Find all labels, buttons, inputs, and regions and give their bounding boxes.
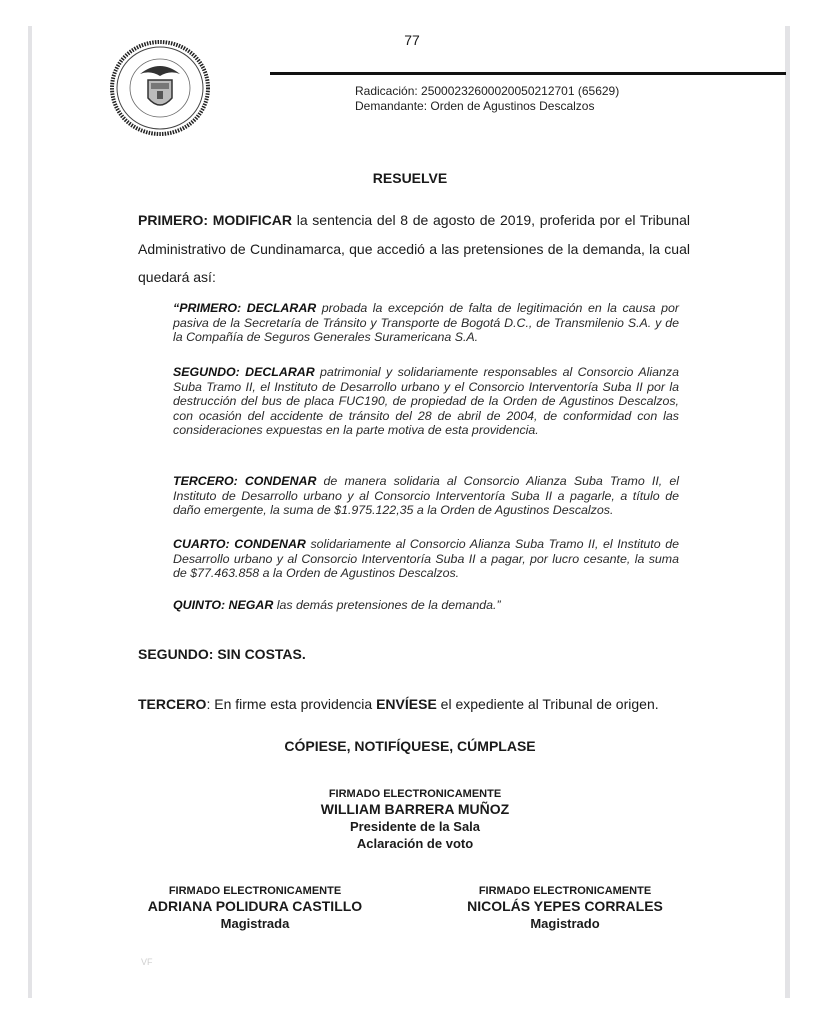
quoted-primero: [173, 301, 679, 345]
tercero-paragraph: [138, 696, 659, 712]
signature-magistrado: [420, 885, 710, 932]
signer-role: Presidente de la Sala: [349, 819, 481, 834]
case-metadata: [355, 84, 619, 114]
header-rule: [270, 72, 786, 75]
tercero-text: : En firme esta providencia: [206, 696, 377, 712]
quoted-label: “PRIMERO: DECLARAR: [173, 301, 317, 315]
signer-role: Magistrado: [530, 916, 600, 931]
quoted-cuarto: [173, 537, 679, 581]
signature-president: [280, 788, 550, 852]
quoted-text: de manera solidaria al Consorcio Alianza Suba Tramo II, el Instituto de Desarrollo urbano y al Consorcio Interventoría Suba II a pagarle, a título de daño emergente, la suma de $1.975.122,35 a la Orden de Agustinos Descalzos.: [173, 474, 679, 518]
primero-text: la sentencia del 8 de agosto de 2019, proferida por el Tribunal Administrativo de Cundinamarca, que accedió a las pretensiones de la demanda, la cual quedará así:: [138, 212, 690, 285]
segundo-paragraph: SEGUNDO: SIN COSTAS.: [138, 646, 306, 662]
quoted-label: TERCERO: CONDENAR: [173, 474, 317, 488]
radicacion: Radicación: 25000232600020050212701 (65629): [355, 84, 620, 98]
section-title: RESUELVE: [372, 170, 448, 186]
signer-name: ADRIANA POLIDURA CASTILLO: [147, 898, 363, 914]
quoted-label: CUARTO: CONDENAR: [173, 537, 306, 551]
colombia-seal-logo: [110, 40, 210, 136]
signer-role: Magistrada: [220, 916, 290, 931]
footer-initials: VF: [141, 957, 153, 967]
tercero-label: TERCERO: [138, 696, 207, 712]
signer-name: WILLIAM BARRERA MUÑOZ: [320, 801, 510, 817]
primero-paragraph: [138, 206, 690, 292]
signature-label: FIRMADO ELECTRONICAMENTE: [478, 885, 652, 897]
tercero-text-end: el expediente al Tribunal de origen.: [436, 696, 659, 712]
signature-magistrada: [120, 885, 390, 932]
quoted-segundo: [173, 365, 679, 438]
quoted-text: probada la excepción de falta de legitimación en la causa por pasiva de la Secretaría de Tránsito y Transporte de Bogotá D.C., de Transmilenio S.A. y de la Compañía de Seguros Generales Suramericana S.A.: [173, 301, 679, 345]
quoted-text: solidariamente al Consorcio Alianza Suba Tramo II, el Instituto de Desarrollo urbano y al Consorcio Interventoría Suba II a pagar, por lucro cesante, la suma de $77.463.858 a la Orden de Agustinos Descalzos.: [173, 537, 679, 581]
page-edge-right: [785, 26, 790, 998]
page-edge-left: [28, 26, 32, 998]
signature-label: FIRMADO ELECTRONICAMENTE: [328, 788, 502, 800]
demandante: Demandante: Orden de Agustinos Descalzos: [355, 99, 595, 113]
quoted-quinto: [173, 598, 679, 613]
quoted-text: las demás pretensiones de la demanda.”: [273, 598, 501, 612]
quoted-label: QUINTO: NEGAR: [173, 598, 274, 612]
quoted-tercero: [173, 474, 679, 518]
primero-label: PRIMERO: MODIFICAR: [138, 212, 293, 228]
page-number: 77: [404, 32, 420, 48]
enviese-text: ENVÍESE: [376, 696, 437, 712]
signature-label: FIRMADO ELECTRONICAMENTE: [168, 885, 342, 897]
signer-name: NICOLÁS YEPES CORRALES: [467, 898, 663, 914]
closing-formula: CÓPIESE, NOTIFÍQUESE, CÚMPLASE: [284, 738, 536, 754]
quoted-text: patrimonial y solidariamente responsables al Consorcio Alianza Suba Tramo II, el Instituto de Desarrollo urbano y el Consorcio Interventoría Suba II por la destrucción del bus de placa FUC190, de propiedad de la Orden de Agustinos Descalzos, con ocasión del accidente de tránsito del 28 de abril de 2004, de conformidad con las consideraciones expuestas en la parte motiva de esta providencia.: [173, 365, 679, 438]
signer-note: Aclaración de voto: [356, 836, 474, 851]
quoted-label: SEGUNDO: DECLARAR: [173, 365, 315, 379]
